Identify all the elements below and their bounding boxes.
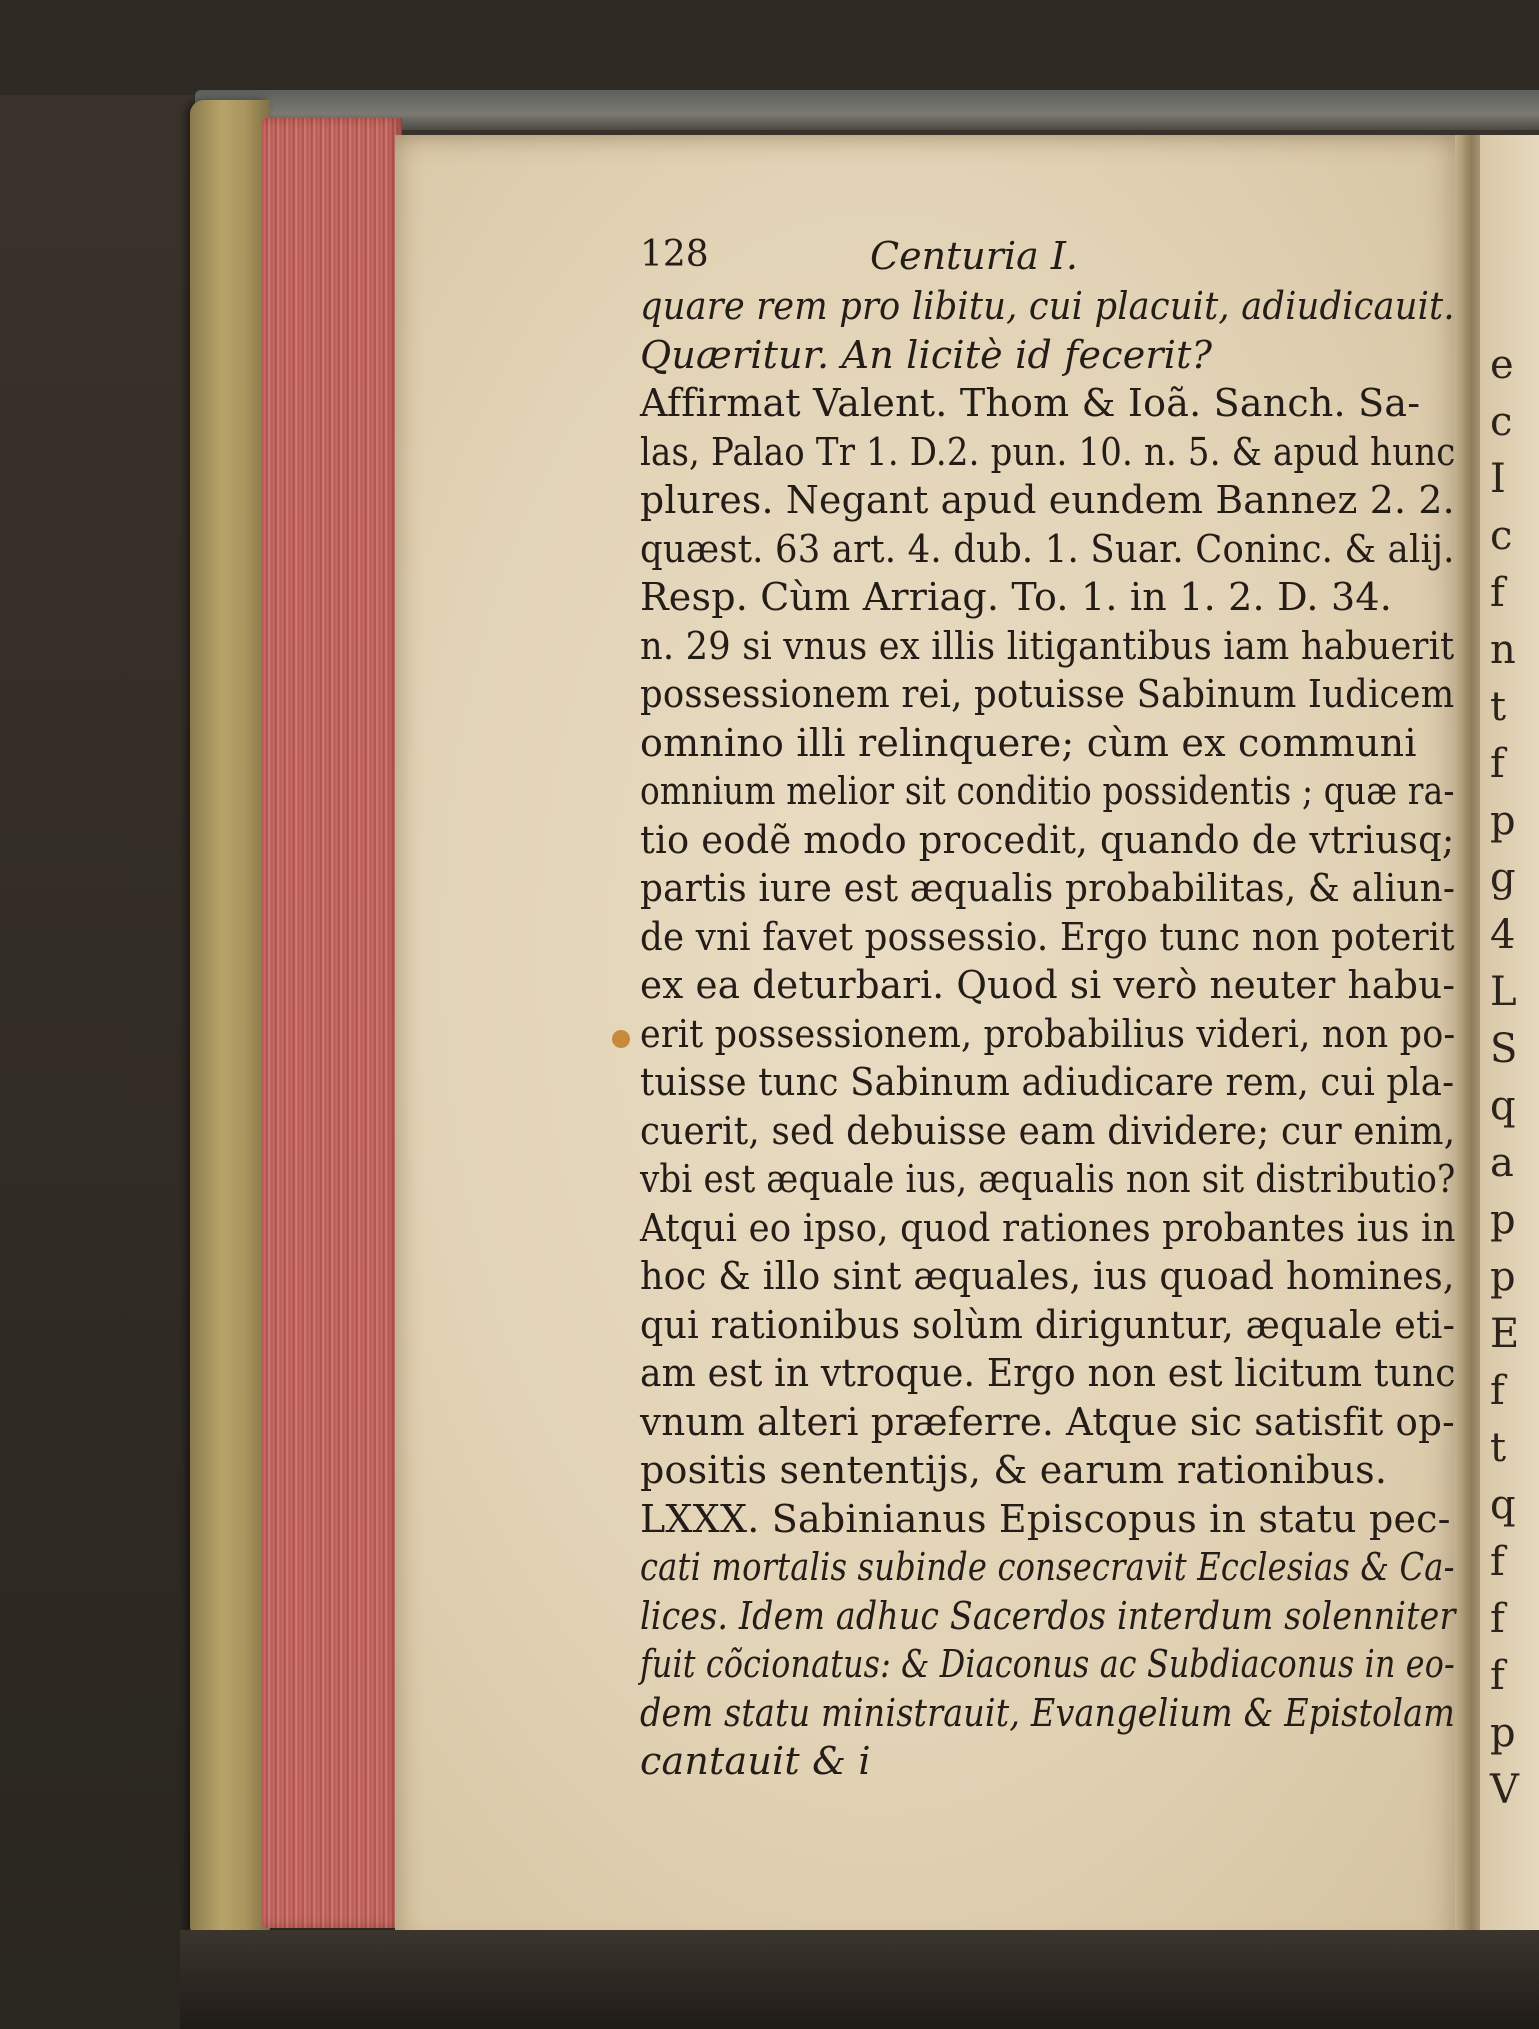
running-header bbox=[640, 234, 1455, 282]
ink-stain bbox=[612, 1030, 630, 1048]
facing-page-char: n bbox=[1490, 627, 1516, 673]
text-line: de vni favet possessio. Ergo tunc non poterit bbox=[640, 914, 1455, 959]
facing-page-char: p bbox=[1490, 1254, 1516, 1300]
background-top bbox=[0, 0, 1539, 95]
right-page-fragment bbox=[1480, 135, 1539, 1950]
facing-page-char: q bbox=[1490, 1083, 1516, 1129]
facing-page-char: a bbox=[1490, 1140, 1514, 1186]
text-line: positis sententijs, & earum rationibus. bbox=[640, 1448, 1388, 1492]
text-line: ex ea deturbari. Quod si verò neuter habu- bbox=[640, 963, 1456, 1007]
text-line: am est in vtroque. Ergo non est licitum tunc bbox=[640, 1351, 1456, 1395]
text-line: lices. Idem adhuc Sacerdos interdum solenniter bbox=[640, 1593, 1456, 1638]
facing-page-char: I bbox=[1490, 456, 1506, 502]
text-line: partis iure est æqualis probabilitas, & aliun- bbox=[640, 866, 1456, 910]
text-line: erit possessionem, probabilius videri, non po- bbox=[640, 1011, 1456, 1056]
text-line: quæst. 63 art. 4. dub. 1. Suar. Coninc. & alij. bbox=[640, 526, 1455, 571]
facing-page-char: f bbox=[1490, 570, 1505, 616]
facing-page-char: e bbox=[1490, 342, 1514, 388]
facing-page-char: f bbox=[1490, 1653, 1505, 1699]
page-number: 128 bbox=[640, 234, 709, 275]
running-title: Centuria I. bbox=[870, 234, 1078, 278]
facing-page-char: p bbox=[1490, 1710, 1516, 1756]
text-line: LXXX. Sabinianus Episcopus in statu pec- bbox=[640, 1496, 1451, 1541]
text-line: possessionem rei, potuisse Sabinum Iudicem bbox=[640, 672, 1455, 716]
facing-page-char: t bbox=[1490, 1425, 1507, 1471]
text-line: cantauit & i bbox=[640, 1739, 871, 1783]
facing-page-char: E bbox=[1490, 1311, 1520, 1357]
facing-page-char: t bbox=[1490, 684, 1507, 730]
background-bottom bbox=[180, 1930, 1539, 2029]
facing-page-char: f bbox=[1490, 1368, 1505, 1414]
text-line: vbi est æquale ius, æqualis non sit distributio? bbox=[640, 1157, 1456, 1201]
text-line: Resp. Cùm Arriag. To. 1. in 1. 2. D. 34. bbox=[640, 575, 1392, 619]
facing-page-char: V bbox=[1490, 1767, 1519, 1813]
text-line: vnum alteri præferre. Atque sic satisfit op- bbox=[640, 1399, 1455, 1444]
text-line: plures. Negant apud eundem Bannez 2. 2. bbox=[640, 478, 1455, 522]
text-line: hoc & illo sint æquales, ius quoad homines, bbox=[640, 1254, 1455, 1298]
text-line: omnium melior sit conditio possidentis ; quæ ra- bbox=[640, 769, 1455, 813]
text-line: tuisse tunc Sabinum adiudicare rem, cui pla- bbox=[640, 1060, 1455, 1104]
text-line: Affirmat Valent. Thom & Ioã. Sanch. Sa- bbox=[640, 381, 1421, 425]
text-line: Quæritur. An licitè id fecerit? bbox=[640, 332, 1213, 377]
text-line: quare rem pro libitu, cui placuit, adiudicauit. bbox=[640, 284, 1455, 328]
facing-page-char: f bbox=[1490, 741, 1505, 787]
facing-page-char: c bbox=[1490, 513, 1513, 559]
facing-page-char: g bbox=[1490, 855, 1516, 901]
text-line: cati mortalis subinde consecravit Ecclesias & Ca- bbox=[640, 1545, 1455, 1589]
text-line: n. 29 si vnus ex illis litigantibus iam habuerit bbox=[640, 623, 1455, 668]
facing-page-char: S bbox=[1490, 1026, 1518, 1072]
facing-page-char: p bbox=[1490, 798, 1516, 844]
facing-page-char: c bbox=[1490, 399, 1513, 445]
text-line: qui rationibus solùm diriguntur, æquale eti- bbox=[640, 1302, 1456, 1347]
facing-page-char: L bbox=[1490, 969, 1517, 1015]
facing-page-char: 4 bbox=[1490, 912, 1516, 958]
text-line: cuerit, sed debuisse eam dividere; cur enim, bbox=[640, 1108, 1456, 1153]
text-line: Atqui eo ipso, quod rationes probantes ius in bbox=[640, 1205, 1456, 1250]
book-cover-left bbox=[190, 100, 270, 1940]
facing-page-char: f bbox=[1490, 1596, 1505, 1642]
text-line: las, Palao Tr 1. D.2. pun. 10. n. 5. & apud hunc bbox=[640, 429, 1456, 474]
facing-page-char: p bbox=[1490, 1197, 1516, 1243]
red-page-edges bbox=[262, 118, 402, 1928]
text-line: tio eodẽ modo procedit, quando de vtriusq; bbox=[640, 817, 1455, 862]
text-line: fuit cõcionatus: & Diaconus ac Subdiaconus in eo- bbox=[640, 1642, 1455, 1686]
facing-page-char: f bbox=[1490, 1539, 1505, 1585]
facing-page-char: q bbox=[1490, 1482, 1516, 1528]
text-line: omnino illi relinquere; cùm ex communi bbox=[640, 720, 1417, 765]
text-line: dem statu ministrauit, Evangelium & Epistolam bbox=[640, 1690, 1456, 1735]
